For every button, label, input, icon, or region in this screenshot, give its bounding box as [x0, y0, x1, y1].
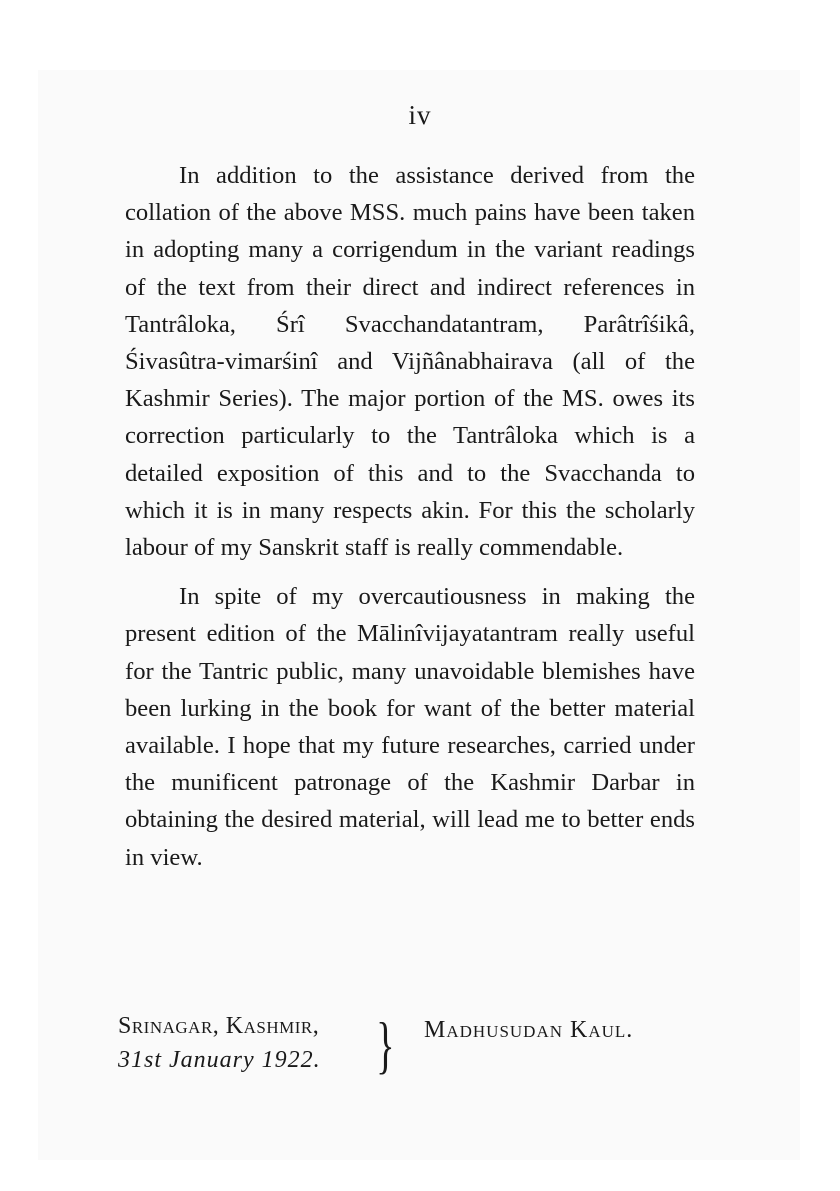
page-number: iv [408, 100, 432, 130]
signature-author: Madhusudan Kaul. [424, 1017, 634, 1043]
paragraph-2: In spite of my overcautiousness in making the present edition of the Mālinîvijayatantram really useful for the Tantric public, many unavoidable blemishes have been lurking in the book for want of the better material available. I hope that my future researches, carried under the munificent patronage of the Kashmir Darbar in obtaining the desired material, will lead me to better ends in view. [125, 583, 695, 871]
body-text [125, 157, 695, 876]
paragraph-1: In addition to the assistance derived from the collation of the above MSS. much pains have been taken in adopting many a corrigendum in the variant readings of the text from their direct and indirect references in Tantrâloka, Śrî Svacchandatantram, Parâtrîśikâ, Śivasûtra-vimarśinî and Vijñânabhairava (all of the Kashmir Series). The major portion of the MS. owes its correction particularly to the Tantrâloka which is a detailed exposition of this and to the Svacchanda to which it is in many respects akin. For this the scholarly labour of my Sanskrit staff is really commendable. [125, 162, 695, 562]
signature-block [118, 1009, 718, 1083]
right-brace-icon: } [376, 1009, 395, 1080]
signature-place: Srinagar, Kashmir, [118, 1013, 320, 1039]
signature-date: 31st January 1922. [118, 1047, 321, 1073]
